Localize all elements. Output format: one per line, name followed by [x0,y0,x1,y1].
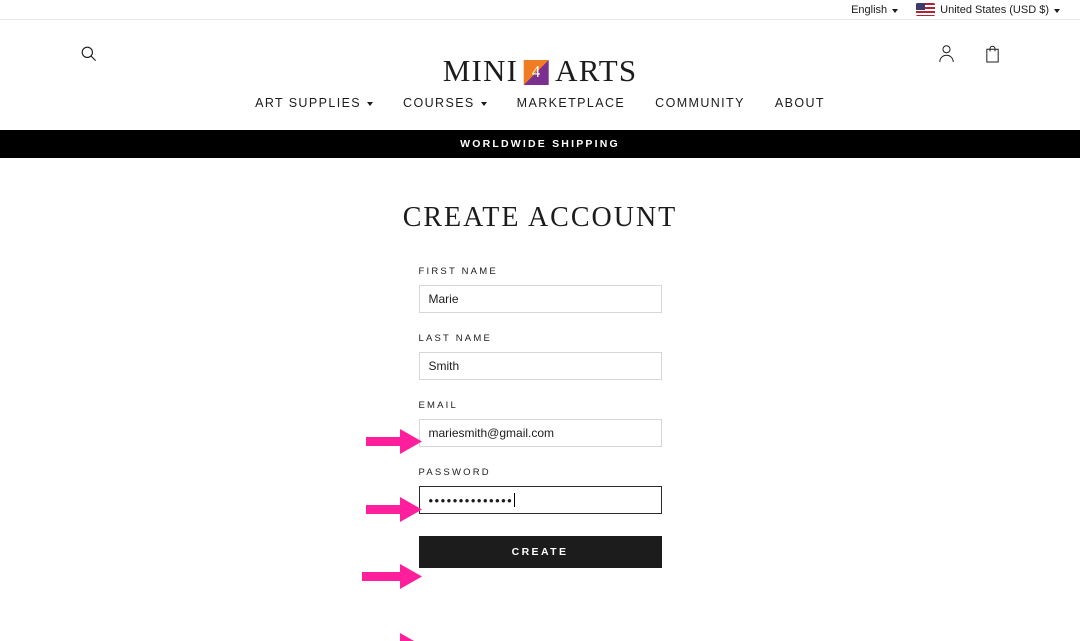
first-name-input[interactable]: Marie [419,285,662,313]
first-name-label: FIRST NAME [418,266,498,277]
field-email [419,400,662,447]
nav-item-about[interactable] [773,90,827,116]
password-label: PASSWORD [418,467,491,478]
nav-label: COURSES [403,96,475,110]
chevron-down-icon [481,102,487,106]
last-name-input[interactable]: Smith [419,352,662,380]
logo-right-text: ARTS [555,53,638,88]
language-label: English [851,3,888,16]
us-flag-icon [916,3,935,16]
annotation-arrow-first-name [366,429,422,454]
nav-item-marketplace[interactable] [515,90,627,116]
nav-label: ART SUPPLIES [255,96,362,110]
logo-left-text: MINI [442,53,519,88]
nav-label: ABOUT [774,96,825,110]
annotation-arrow-email [362,564,422,589]
last-name-label: LAST NAME [418,333,492,344]
announcement-bar [0,130,1080,158]
field-password [419,467,662,514]
field-last-name [419,333,662,380]
nav-item-community[interactable] [653,90,747,116]
annotation-arrow-last-name [366,497,422,522]
field-first-name [419,266,662,313]
create-account-form [419,266,662,568]
annotation-arrow-password [370,633,422,641]
chevron-down-icon [892,9,898,13]
password-input[interactable] [419,486,662,514]
logo-mark: 4 [524,60,549,85]
nav-label: COMMUNITY [655,96,745,110]
search-icon[interactable] [75,40,101,66]
country-currency-selector[interactable] [916,3,1060,16]
nav-item-courses[interactable] [401,90,489,116]
site-header [0,20,1080,130]
language-selector[interactable] [851,4,898,16]
utility-bar [0,0,1080,20]
chevron-down-icon [367,102,373,106]
chevron-down-icon [1054,9,1060,13]
email-input[interactable]: mariesmith@gmail.com [419,419,662,447]
nav-item-art-supplies[interactable] [253,90,375,116]
text-cursor [514,493,515,507]
country-label: United States (USD $) [940,3,1049,16]
announcement-text: WORLDWIDE SHIPPING [460,138,620,150]
account-icon[interactable] [933,40,959,66]
email-label: EMAIL [418,400,459,411]
nav-label: MARKETPLACE [516,96,626,110]
cart-icon[interactable] [979,40,1005,66]
page-title: CREATE ACCOUNT [402,202,678,233]
site-logo[interactable] [443,53,638,89]
main-navigation [0,86,1080,116]
password-masked-value: •••••••••••••• [428,492,514,508]
create-account-page [0,158,1080,568]
header-actions [933,40,1005,66]
create-button[interactable]: CREATE [419,536,662,568]
